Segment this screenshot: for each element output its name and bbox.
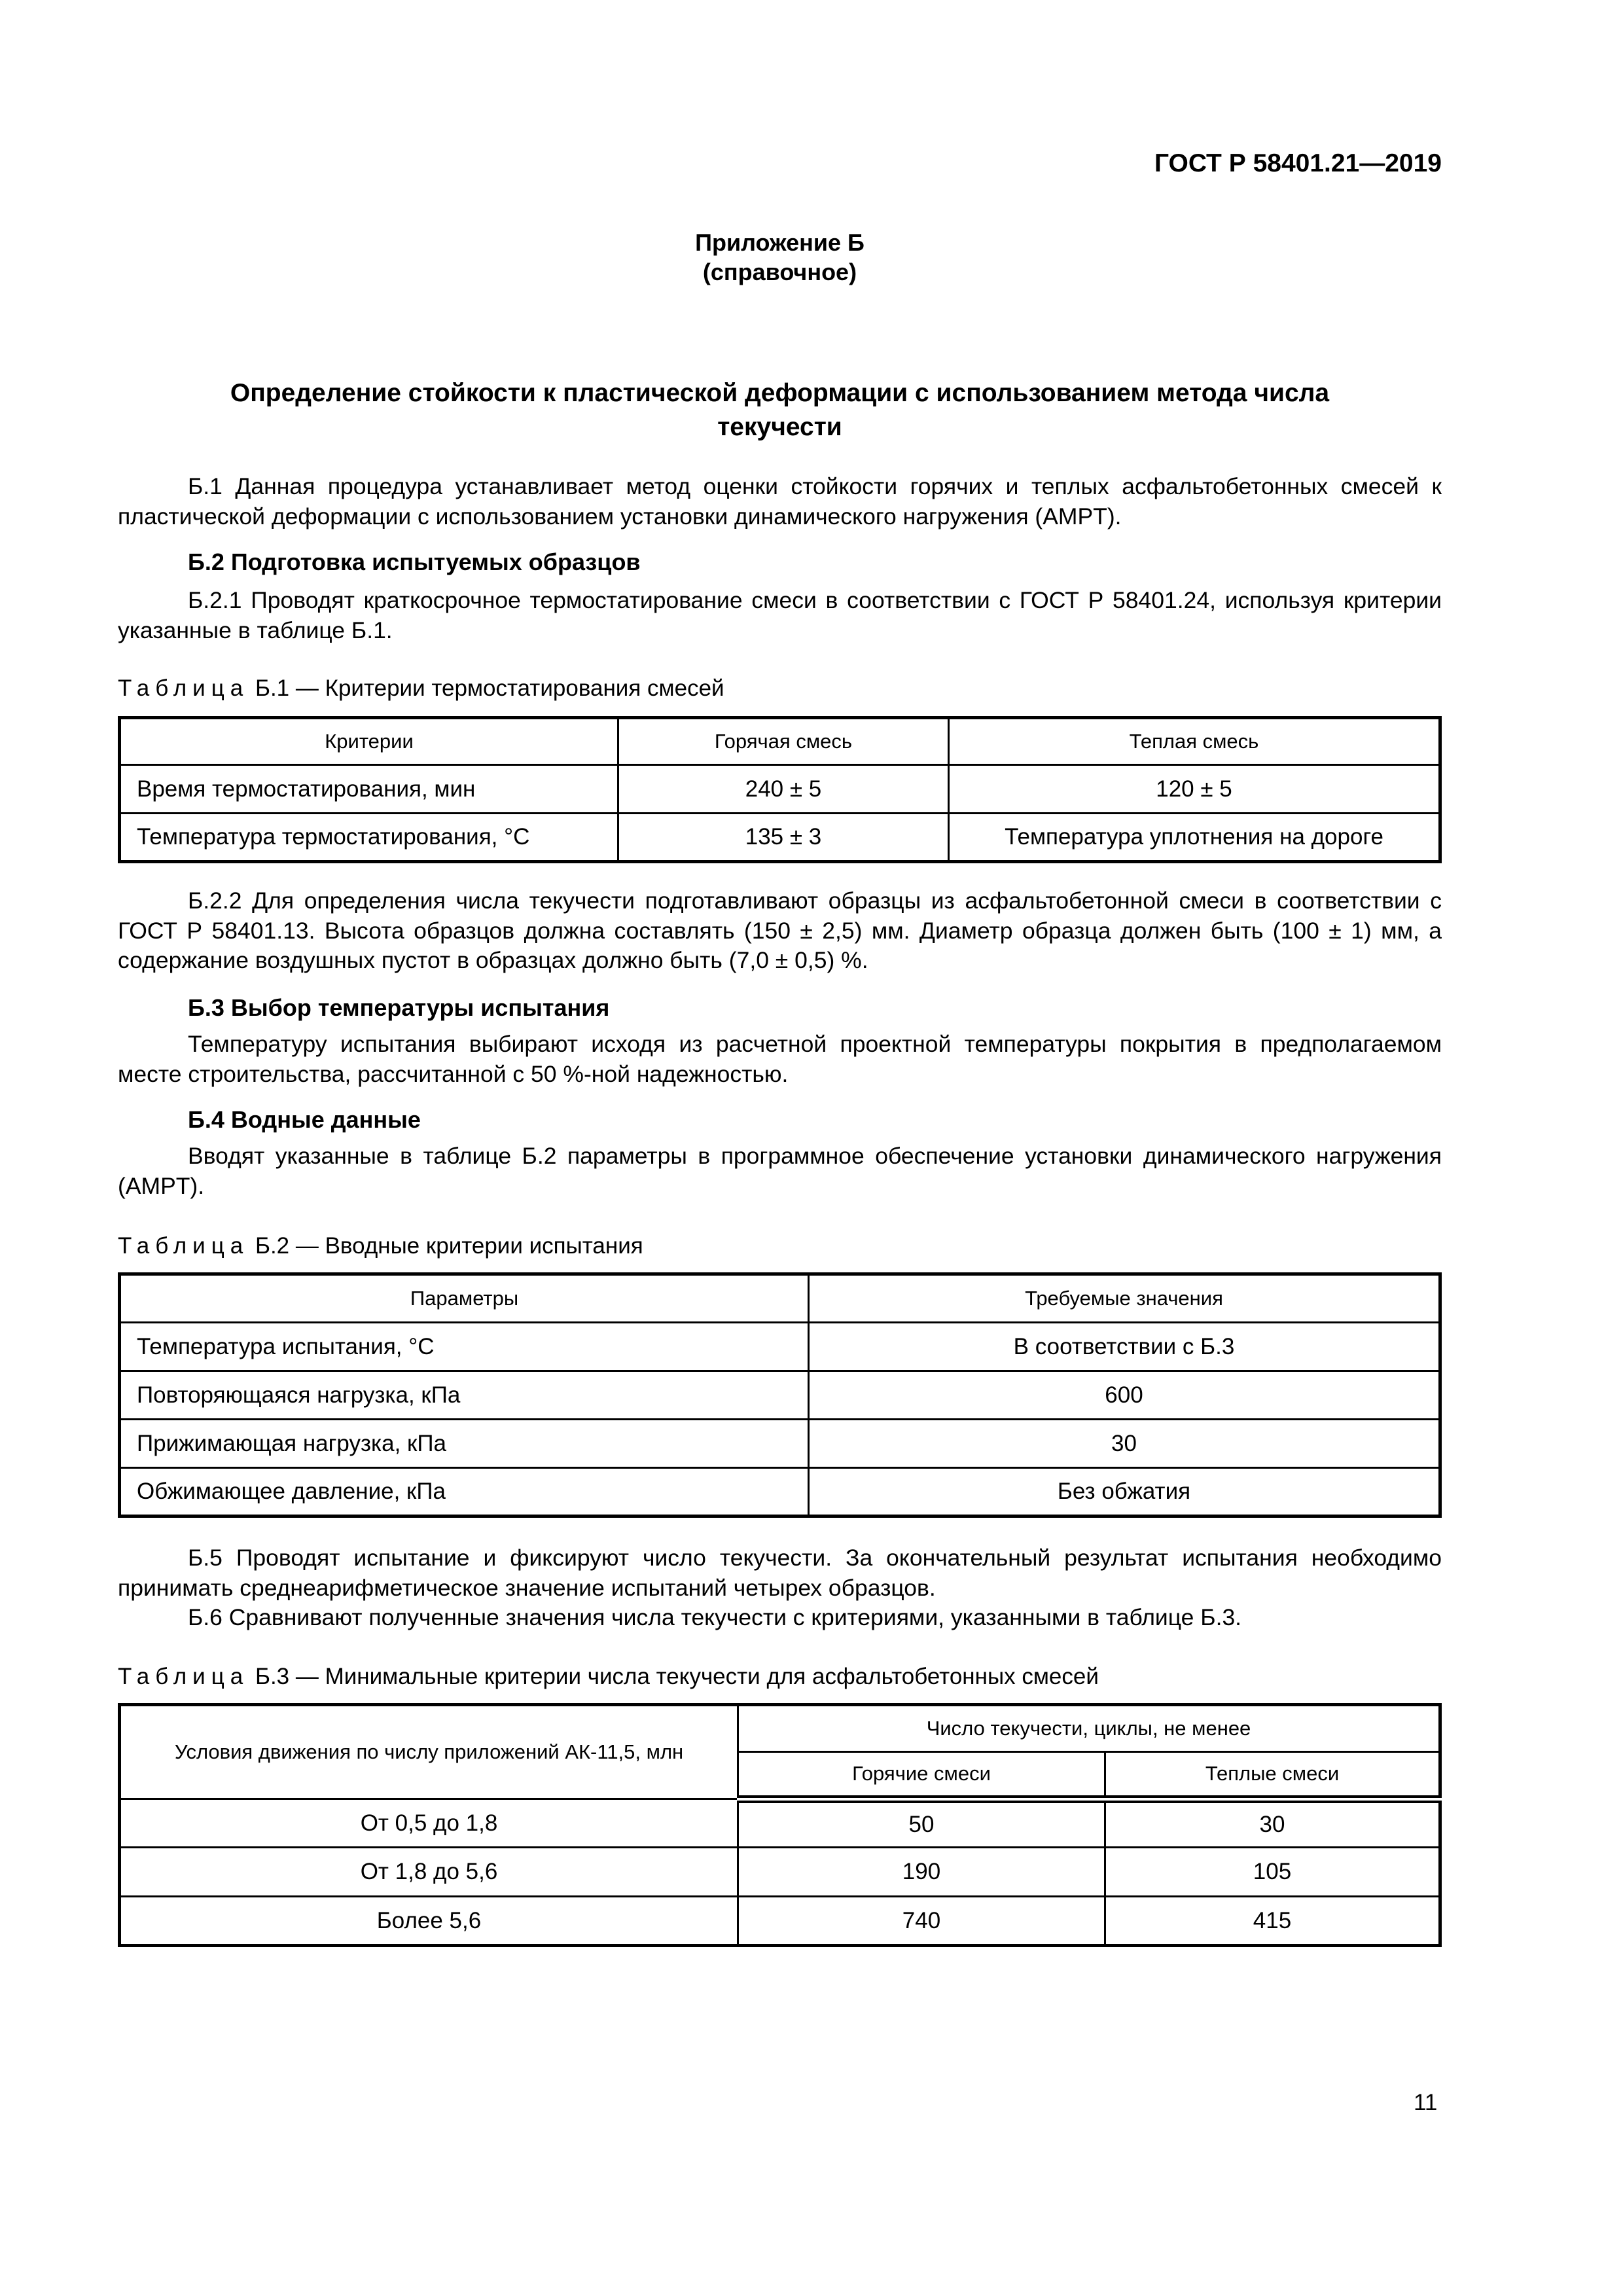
table-cell: 240 ± 5 [618,765,949,814]
table-cell: 415 [1105,1897,1440,1946]
annex-heading [118,228,1442,287]
table-b1 [118,716,1442,863]
section-heading-b4: Б.4 Водные данные [188,1106,421,1133]
caption-prefix: Таблица [118,675,249,701]
table-cell: 105 [1105,1848,1440,1897]
page-title: Определение стойкости к пластической деформации с использованием метода числа текучести [230,379,1330,441]
document-code: ГОСТ Р 58401.21—2019 [1154,149,1442,177]
paragraph-b2-1: Б.2.1 Проводят краткосрочное термостатирование смеси в соответствии с ГОСТ Р 58401.24, используя критерии указанные в таблице Б.1. [118,587,1442,643]
table-subheader: Теплые смеси [1105,1752,1440,1799]
table1-caption [118,675,724,702]
caption-text: Б.1 — Критерии термостатирования смесей [255,675,724,701]
caption-prefix: Таблица [118,1664,249,1689]
paragraph-b2-2: Б.2.2 Для определения числа текучести подготавливают образцы из асфальтобетонной смеси в соответствии с ГОСТ Р 58401.13. Высота образцов должна составлять (150 ± 2,5) мм. Диаметр образца должен быть (100 ± 1) мм, а содержание воздушных пустот в образцах должно быть (7,0 ± 0,5) %. [118,888,1442,973]
table-cell: От 0,5 до 1,8 [120,1799,738,1848]
table-row [120,1420,1440,1468]
table-cell: Более 5,6 [120,1897,738,1946]
table-row [120,814,1440,862]
table3-caption [118,1664,1099,1690]
table-cell: 600 [809,1371,1440,1420]
table-row [120,765,1440,814]
table-row [120,1323,1440,1371]
table-header: Параметры [120,1274,809,1323]
page-number: 11 [1414,2090,1438,2115]
table-cell: В соответствии с Б.3 [809,1323,1440,1371]
table-cell: 120 ± 5 [949,765,1440,814]
section-heading-b2: Б.2 Подготовка испытуемых образцов [188,548,641,575]
table-row [120,1897,1440,1946]
table-header-group: Число текучести, циклы, не менее [738,1705,1440,1752]
table-cell: Повторяющаяся нагрузка, кПа [120,1371,809,1420]
paragraph-b6: Б.6 Сравнивают полученные значения числа текучести с критериями, указанными в таблице Б.3. [188,1604,1242,1630]
table-header: Горячая смесь [618,718,949,765]
table-row [120,1799,1440,1848]
table-cell: Время термостатирования, мин [120,765,618,814]
table-header: Критерии [120,718,618,765]
section-heading-b3: Б.3 Выбор температуры испытания [188,994,610,1021]
table-cell: Температура испытания, °С [120,1323,809,1371]
table-b3 [118,1703,1442,1947]
paragraph-b1: Б.1 Данная процедура устанавливает метод оценки стойкости горячих и теплых асфальтобетонных смесей к пластической деформации с использованием установки динамического нагружения (AMPT). [118,473,1442,529]
table-cell: Температура уплотнения на дороге [949,814,1440,862]
caption-prefix: Таблица [118,1233,249,1259]
table-cell: 30 [1105,1799,1440,1848]
table-cell: 190 [738,1848,1105,1897]
table-cell: Без обжатия [809,1468,1440,1516]
table-cell: Температура термостатирования, °С [120,814,618,862]
table-header: Требуемые значения [809,1274,1440,1323]
paragraph-b5: Б.5 Проводят испытание и фиксируют число текучести. За окончательный результат испытания необходимо принимать среднеарифметическое значение испытаний четырех образцов. [118,1545,1442,1601]
table-row [120,1371,1440,1420]
paragraph-b4: Вводят указанные в таблице Б.2 параметры в программное обеспечение установки динамического нагружения (AMPT). [118,1143,1442,1199]
table-cell: 135 ± 3 [618,814,949,862]
caption-text: Б.3 — Минимальные критерии числа текучести для асфальтобетонных смесей [255,1664,1099,1689]
table-row [120,1848,1440,1897]
annex-label: Приложение Б [695,229,865,256]
table-cell: Обжимающее давление, кПа [120,1468,809,1516]
annex-type: (справочное) [702,259,857,285]
table-header: Условия движения по числу приложений АК-11,5, млн [120,1705,738,1799]
table-cell: 30 [809,1420,1440,1468]
table2-caption [118,1233,643,1259]
caption-text: Б.2 — Вводные критерии испытания [255,1233,643,1259]
table-cell: 740 [738,1897,1105,1946]
paragraph-b3: Температуру испытания выбирают исходя из расчетной проектной температуры покрытия в предполагаемом месте строительства, рассчитанной с 50 %-ной надежностью. [118,1031,1442,1087]
table-b2 [118,1272,1442,1518]
table-subheader: Горячие смеси [738,1752,1105,1799]
table-header: Теплая смесь [949,718,1440,765]
table-cell: Прижимающая нагрузка, кПа [120,1420,809,1468]
table-cell: 50 [738,1799,1105,1848]
table-row [120,1468,1440,1516]
table-cell: От 1,8 до 5,6 [120,1848,738,1897]
